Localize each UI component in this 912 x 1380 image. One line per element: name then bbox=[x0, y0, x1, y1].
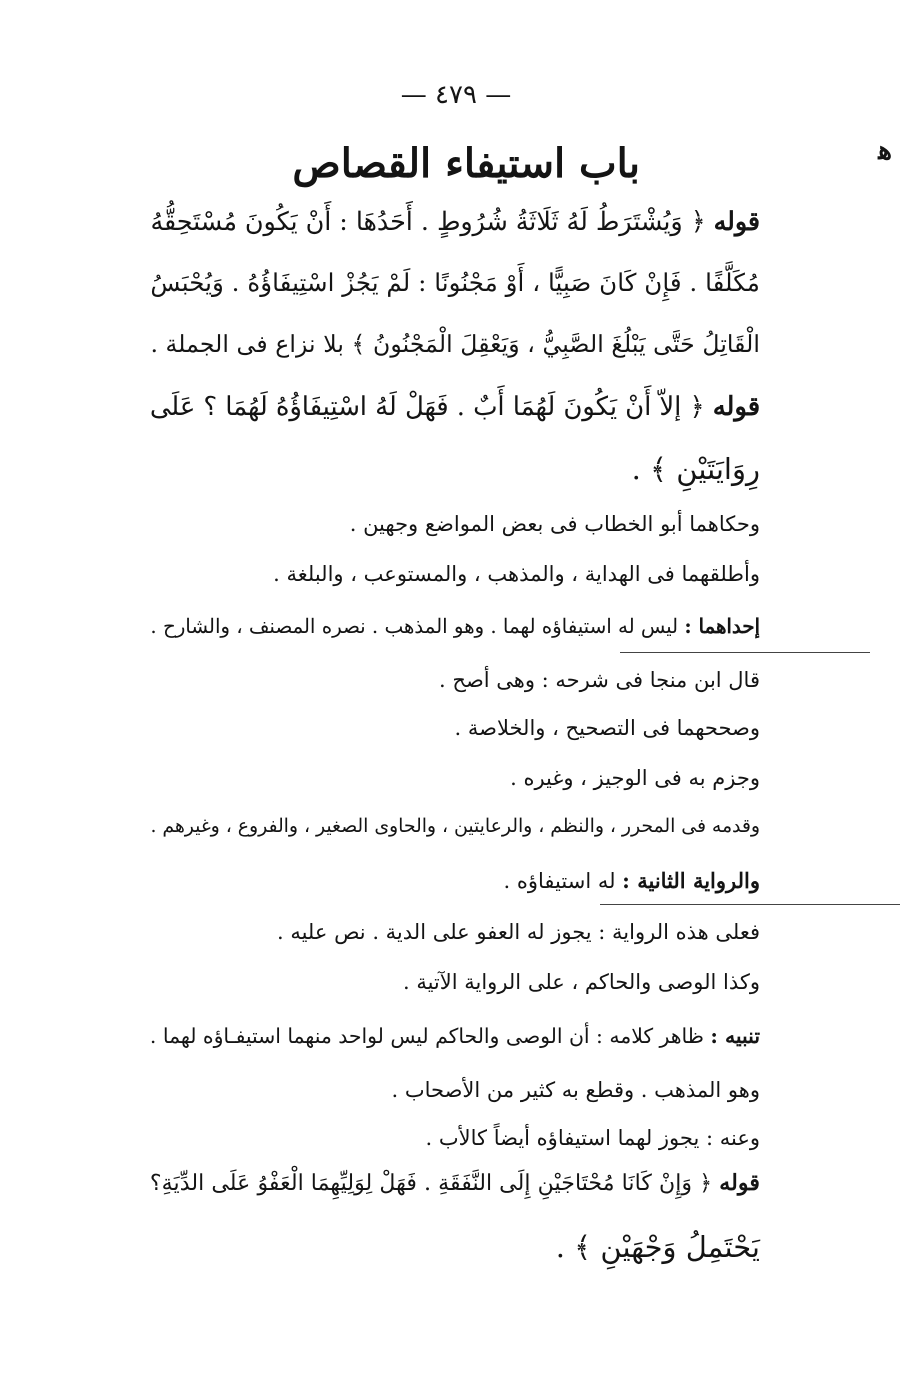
margin-rule bbox=[600, 904, 900, 905]
note-text: وعنه : يجوز لهما استيفاؤه أيضاً كالأب . bbox=[425, 1126, 760, 1150]
note-line bbox=[455, 716, 760, 740]
main-text-line bbox=[556, 1230, 760, 1264]
main-text: ﴿ وَإِنْ كَانَا مُحْتَاجَيْنِ إِلَى النَّفَقَةِ . فَهَلْ لِوَلِيِّهِمَا الْعَفْوُ عَلَى الدِّيَةِ؟ bbox=[149, 1170, 713, 1196]
note-text: ظاهر كلامه : أن الوصى والحاكم ليس لواحد منهما استيفـاؤه لهما . bbox=[149, 1024, 704, 1048]
note-text: وأطلقهما فى الهداية ، والمذهب ، والمستوعب ، والبلغة . bbox=[273, 562, 760, 586]
main-text: ﴿ وَيُشْتَرَطُ لَهُ ثَلَاثَةُ شُرُوطٍ . أَحَدُهَا : أَنْ يَكُونَ مُسْتَحِقُّهُ bbox=[150, 207, 706, 236]
note-line bbox=[403, 970, 760, 994]
note-text: وكذا الوصى والحاكم ، على الرواية الآتية . bbox=[402, 970, 760, 994]
note-text: وحكاهما أبو الخطاب فى بعض المواضع وجهين . bbox=[349, 512, 760, 536]
note-line bbox=[277, 920, 760, 944]
main-text-line bbox=[150, 206, 760, 236]
chapter-title: باب استيفاء القصاص bbox=[292, 140, 640, 187]
note-tag: والرواية الثانية : bbox=[622, 868, 760, 893]
note-text: وهو المذهب . وقطع به كثير من الأصحاب . bbox=[391, 1078, 760, 1102]
note-text: قال ابن منجا فى شرحه : وهى أصح . bbox=[439, 668, 760, 692]
note-line bbox=[392, 1078, 760, 1102]
main-text: الْقَاتِلُ حَتَّى يَبْلُغَ الصَّبِيُّ ، وَيَعْقِلَ الْمَجْنُونُ ﴾ بلا نزاع فى الجملة . bbox=[150, 330, 760, 358]
note-text: وصححهما فى التصحيح ، والخلاصة . bbox=[454, 716, 760, 740]
page-number: — ٤٧٩ — bbox=[400, 80, 512, 110]
main-text-line bbox=[150, 330, 760, 358]
note-text: ليس له استيفاؤه لهما . وهو المذهب . نصره المصنف ، والشارح . bbox=[150, 615, 679, 638]
note-text: فعلى هذه الرواية : يجوز له العفو على الدية . نص عليه . bbox=[276, 920, 760, 944]
qawluhu-label: قوله bbox=[712, 392, 760, 422]
main-text: ﴿ إلاّ أَنْ يَكُونَ لَهُمَا أَبٌ . فَهَلْ لَهُ اسْتِيفَاؤُهُ لَهُمَا ؟ عَلَى bbox=[149, 392, 705, 422]
note-line bbox=[273, 562, 760, 586]
main-text: رِوَايَتَيْنِ ﴾ . bbox=[631, 452, 760, 486]
note-line bbox=[426, 1126, 760, 1150]
note-line bbox=[150, 1024, 760, 1048]
main-text-line bbox=[632, 452, 760, 486]
note-text: وجزم به فى الوجيز ، وغيره . bbox=[510, 766, 760, 790]
note-tag: إحداهما : bbox=[684, 614, 760, 638]
main-text-line bbox=[150, 268, 760, 297]
note-line bbox=[350, 512, 760, 536]
margin-mark: ﻫ bbox=[878, 136, 892, 166]
note-line bbox=[150, 816, 760, 837]
note-line bbox=[150, 614, 760, 638]
qawluhu-label: قوله bbox=[719, 1170, 760, 1196]
main-text: مُكَلَّفًا . فَإِنْ كَانَ صَبِيًّا ، أَوْ مَجْنُونًا : لَمْ يَجُزْ اسْتِيفَاؤُهُ . وَيُحْبَسُ bbox=[150, 268, 760, 297]
note-tag: تنبيه : bbox=[710, 1024, 760, 1048]
note-text: وقدمه فى المحرر ، والنظم ، والرعايتين ، والحاوى الصغير ، والفروع ، وغيرهم . bbox=[150, 816, 760, 837]
main-text: يَحْتَمِلُ وَجْهَيْنِ ﴾ . bbox=[555, 1230, 760, 1264]
note-text: له استيفاؤه . bbox=[503, 869, 616, 893]
margin-rule bbox=[620, 652, 870, 653]
note-line bbox=[510, 766, 760, 790]
main-text-line bbox=[150, 392, 760, 422]
note-line bbox=[504, 868, 760, 893]
qawluhu-label: قوله bbox=[713, 206, 760, 236]
note-line bbox=[439, 668, 760, 692]
main-text-line bbox=[150, 1170, 760, 1196]
